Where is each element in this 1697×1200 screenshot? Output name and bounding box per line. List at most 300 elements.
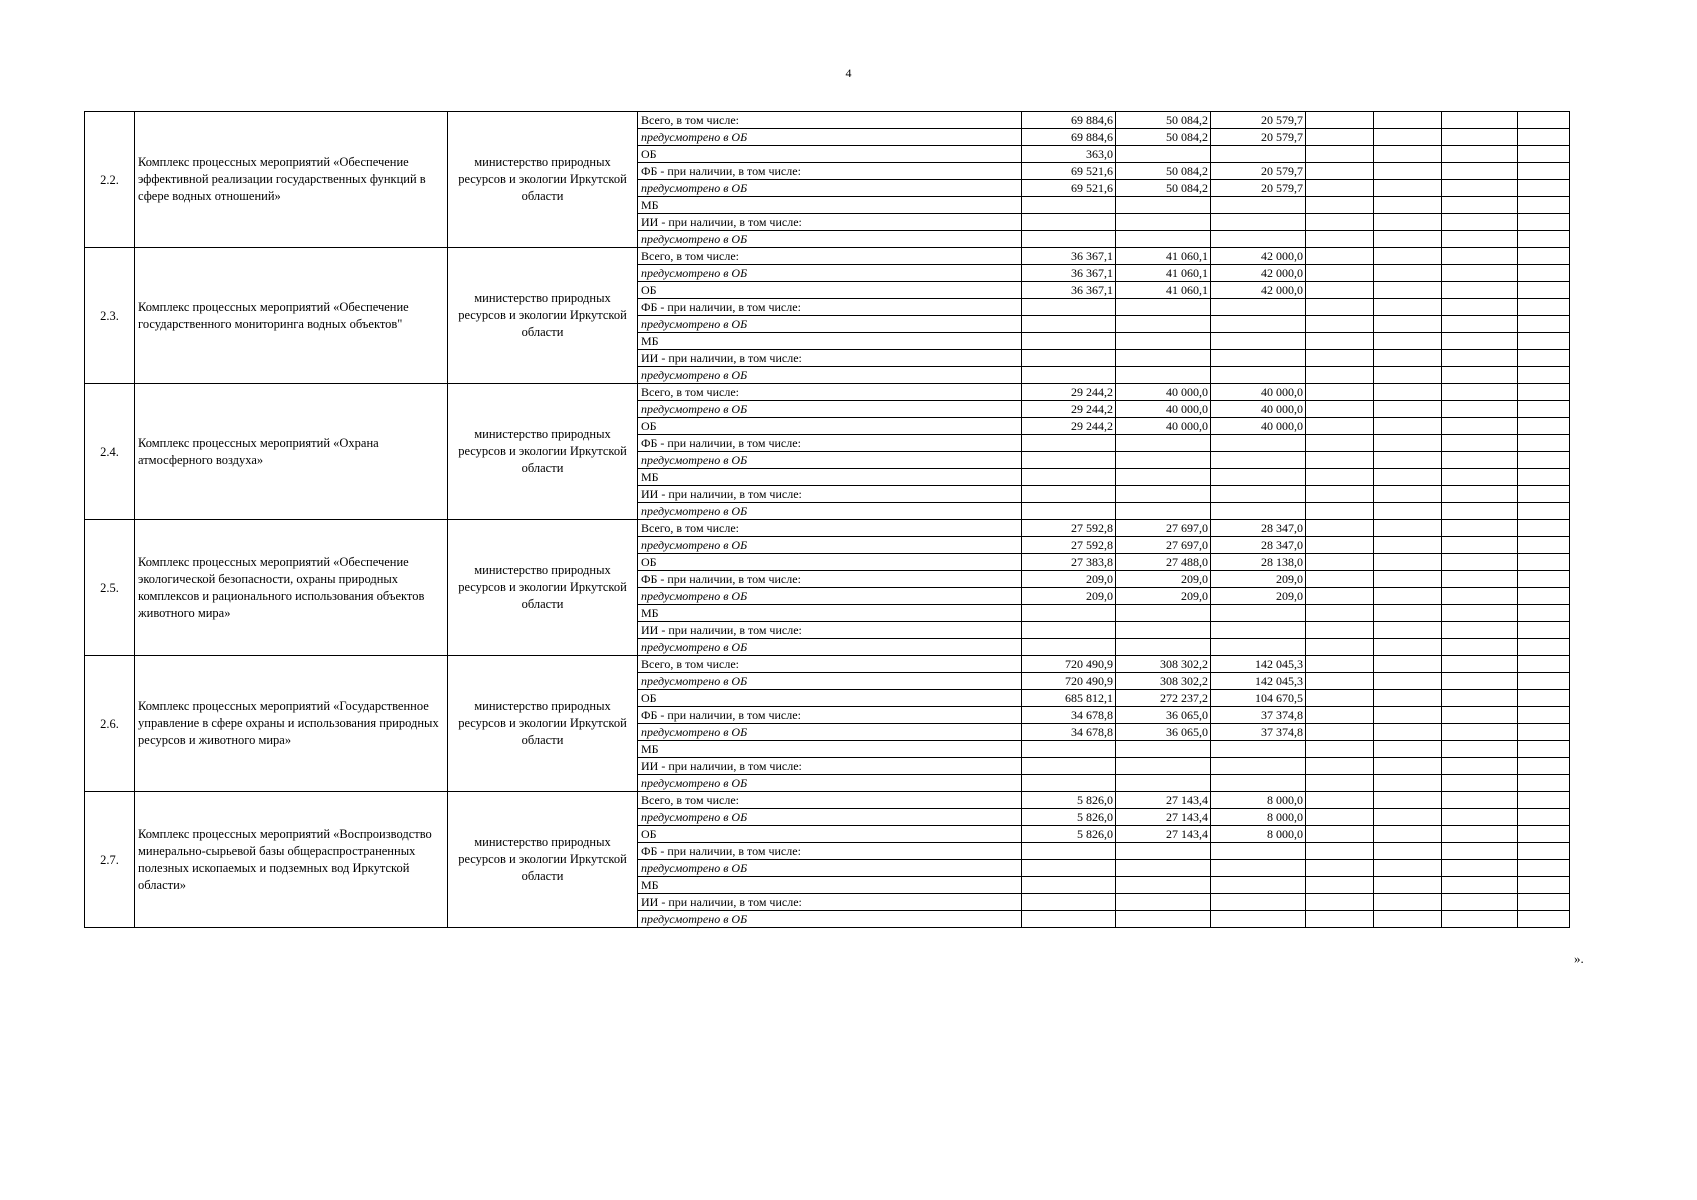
empty-cell [1374,350,1442,367]
empty-cell [1306,367,1374,384]
empty-cell [1442,180,1518,197]
funding-source-label: ФБ - при наличии, в том числе: [638,299,1022,316]
empty-cell [1518,435,1570,452]
empty-cell [1374,265,1442,282]
empty-cell [1442,860,1518,877]
amount-year-2 [1116,367,1211,384]
amount-year-3 [1211,622,1306,639]
empty-cell [1374,826,1442,843]
empty-cell [1306,605,1374,622]
empty-cell [1518,146,1570,163]
responsible-executor: министерство природных ресурсов и экологии Иркутской области [448,792,638,928]
amount-year-3 [1211,146,1306,163]
empty-cell [1374,197,1442,214]
amount-year-3: 8 000,0 [1211,826,1306,843]
empty-cell [1518,707,1570,724]
program-name: Комплекс процессных мероприятий «Воспроизводство минерально-сырьевой базы общераспространенных полезных ископаемых и подземных вод Иркутской области» [135,792,448,928]
empty-cell [1374,639,1442,656]
empty-cell [1306,639,1374,656]
funding-source-label: ОБ [638,826,1022,843]
amount-year-2 [1116,350,1211,367]
empty-cell [1306,588,1374,605]
empty-cell [1518,741,1570,758]
amount-year-2: 40 000,0 [1116,418,1211,435]
empty-cell [1442,129,1518,146]
table-row [85,792,1570,809]
empty-cell [1374,877,1442,894]
empty-cell [1374,146,1442,163]
table-row [85,248,1570,265]
amount-year-3: 40 000,0 [1211,401,1306,418]
amount-year-1: 34 678,8 [1022,724,1116,741]
empty-cell [1306,622,1374,639]
empty-cell [1442,622,1518,639]
empty-cell [1306,282,1374,299]
amount-year-2: 50 084,2 [1116,129,1211,146]
empty-cell [1306,129,1374,146]
empty-cell [1518,333,1570,350]
empty-cell [1442,724,1518,741]
item-number: 2.5. [85,520,135,656]
empty-cell [1518,401,1570,418]
empty-cell [1306,894,1374,911]
empty-cell [1442,758,1518,775]
amount-year-2: 27 143,4 [1116,792,1211,809]
funding-source-label: ИИ - при наличии, в том числе: [638,894,1022,911]
empty-cell [1374,622,1442,639]
table-row [85,656,1570,673]
empty-cell [1442,656,1518,673]
amount-year-1: 29 244,2 [1022,384,1116,401]
funding-source-label: ОБ [638,418,1022,435]
funding-source-label: МБ [638,605,1022,622]
empty-cell [1442,316,1518,333]
empty-cell [1306,554,1374,571]
amount-year-1: 720 490,9 [1022,656,1116,673]
empty-cell [1442,911,1518,928]
amount-year-1 [1022,197,1116,214]
amount-year-1: 27 592,8 [1022,520,1116,537]
empty-cell [1442,741,1518,758]
empty-cell [1306,537,1374,554]
empty-cell [1442,792,1518,809]
empty-cell [1374,163,1442,180]
funding-source-label: предусмотрено в ОБ [638,775,1022,792]
amount-year-3 [1211,486,1306,503]
empty-cell [1518,350,1570,367]
empty-cell [1374,656,1442,673]
funding-source-label: ИИ - при наличии, в том числе: [638,622,1022,639]
amount-year-3 [1211,367,1306,384]
empty-cell [1306,775,1374,792]
empty-cell [1306,469,1374,486]
amount-year-3 [1211,214,1306,231]
empty-cell [1442,333,1518,350]
amount-year-2 [1116,197,1211,214]
empty-cell [1374,214,1442,231]
funding-source-label: предусмотрено в ОБ [638,316,1022,333]
amount-year-3: 40 000,0 [1211,384,1306,401]
empty-cell [1518,469,1570,486]
responsible-executor: министерство природных ресурсов и экологии Иркутской области [448,248,638,384]
amount-year-2 [1116,486,1211,503]
empty-cell [1374,673,1442,690]
amount-year-1 [1022,877,1116,894]
empty-cell [1306,180,1374,197]
amount-year-3: 37 374,8 [1211,707,1306,724]
funding-source-label: предусмотрено в ОБ [638,639,1022,656]
empty-cell [1518,452,1570,469]
funding-source-label: предусмотрено в ОБ [638,367,1022,384]
amount-year-3 [1211,911,1306,928]
amount-year-3 [1211,452,1306,469]
empty-cell [1374,435,1442,452]
funding-source-label: ОБ [638,146,1022,163]
empty-cell [1306,265,1374,282]
amount-year-1 [1022,894,1116,911]
funding-source-label: предусмотрено в ОБ [638,180,1022,197]
empty-cell [1518,877,1570,894]
amount-year-1: 685 812,1 [1022,690,1116,707]
amount-year-1 [1022,214,1116,231]
empty-cell [1518,860,1570,877]
amount-year-1: 5 826,0 [1022,809,1116,826]
amount-year-1: 36 367,1 [1022,265,1116,282]
empty-cell [1442,469,1518,486]
empty-cell [1518,265,1570,282]
empty-cell [1518,282,1570,299]
amount-year-3: 40 000,0 [1211,418,1306,435]
amount-year-2 [1116,333,1211,350]
responsible-executor: министерство природных ресурсов и экологии Иркутской области [448,520,638,656]
empty-cell [1374,554,1442,571]
empty-cell [1442,418,1518,435]
empty-cell [1442,163,1518,180]
amount-year-3 [1211,231,1306,248]
table-row [85,112,1570,129]
empty-cell [1442,605,1518,622]
empty-cell [1442,112,1518,129]
empty-cell [1518,724,1570,741]
empty-cell [1518,316,1570,333]
empty-cell [1518,537,1570,554]
amount-year-1: 720 490,9 [1022,673,1116,690]
amount-year-3 [1211,894,1306,911]
empty-cell [1442,248,1518,265]
amount-year-2 [1116,316,1211,333]
empty-cell [1306,333,1374,350]
amount-year-1: 69 884,6 [1022,112,1116,129]
amount-year-2 [1116,146,1211,163]
empty-cell [1374,758,1442,775]
amount-year-2: 209,0 [1116,588,1211,605]
amount-year-3: 20 579,7 [1211,112,1306,129]
empty-cell [1518,673,1570,690]
empty-cell [1306,520,1374,537]
funding-source-label: ФБ - при наличии, в том числе: [638,163,1022,180]
page-number: 4 [845,66,852,80]
responsible-executor: министерство природных ресурсов и экологии Иркутской области [448,656,638,792]
empty-cell [1374,401,1442,418]
empty-cell [1518,163,1570,180]
amount-year-3: 28 347,0 [1211,537,1306,554]
item-number: 2.3. [85,248,135,384]
empty-cell [1442,299,1518,316]
empty-cell [1518,214,1570,231]
amount-year-3 [1211,350,1306,367]
amount-year-2: 272 237,2 [1116,690,1211,707]
amount-year-3: 42 000,0 [1211,248,1306,265]
empty-cell [1374,316,1442,333]
funding-source-label: ФБ - при наличии, в том числе: [638,435,1022,452]
amount-year-1 [1022,911,1116,928]
empty-cell [1374,537,1442,554]
funding-source-label: предусмотрено в ОБ [638,503,1022,520]
empty-cell [1374,843,1442,860]
empty-cell [1374,741,1442,758]
empty-cell [1374,129,1442,146]
empty-cell [1306,741,1374,758]
amount-year-3 [1211,775,1306,792]
funding-source-label: ФБ - при наличии, в том числе: [638,707,1022,724]
empty-cell [1374,894,1442,911]
empty-cell [1306,571,1374,588]
funding-source-label: предусмотрено в ОБ [638,401,1022,418]
empty-cell [1306,826,1374,843]
amount-year-3 [1211,333,1306,350]
empty-cell [1306,214,1374,231]
empty-cell [1306,197,1374,214]
amount-year-3: 8 000,0 [1211,809,1306,826]
empty-cell [1518,622,1570,639]
amount-year-2 [1116,894,1211,911]
empty-cell [1518,639,1570,656]
empty-cell [1306,350,1374,367]
empty-cell [1306,418,1374,435]
empty-cell [1306,384,1374,401]
amount-year-3 [1211,843,1306,860]
empty-cell [1442,877,1518,894]
empty-cell [1306,503,1374,520]
amount-year-2: 36 065,0 [1116,707,1211,724]
empty-cell [1442,554,1518,571]
empty-cell [1442,367,1518,384]
empty-cell [1442,435,1518,452]
funding-source-label: Всего, в том числе: [638,248,1022,265]
funding-source-label: предусмотрено в ОБ [638,860,1022,877]
funding-source-label: предусмотрено в ОБ [638,231,1022,248]
empty-cell [1442,231,1518,248]
empty-cell [1442,197,1518,214]
amount-year-3 [1211,741,1306,758]
amount-year-3: 8 000,0 [1211,792,1306,809]
empty-cell [1518,112,1570,129]
amount-year-1: 363,0 [1022,146,1116,163]
empty-cell [1306,724,1374,741]
amount-year-2: 40 000,0 [1116,401,1211,418]
amount-year-2: 209,0 [1116,571,1211,588]
empty-cell [1442,146,1518,163]
amount-year-1: 27 592,8 [1022,537,1116,554]
empty-cell [1306,843,1374,860]
amount-year-2 [1116,214,1211,231]
amount-year-2: 27 143,4 [1116,809,1211,826]
empty-cell [1442,503,1518,520]
empty-cell [1518,384,1570,401]
amount-year-3 [1211,860,1306,877]
closing-quote-mark: ». [1574,951,1584,966]
amount-year-2: 50 084,2 [1116,163,1211,180]
empty-cell [1518,299,1570,316]
responsible-executor: министерство природных ресурсов и экологии Иркутской области [448,112,638,248]
amount-year-3: 20 579,7 [1211,163,1306,180]
empty-cell [1374,571,1442,588]
amount-year-1 [1022,503,1116,520]
amount-year-1 [1022,605,1116,622]
program-name: Комплекс процессных мероприятий «Государственное управление в сфере охраны и использования природных ресурсов и животного мира» [135,656,448,792]
funding-source-label: предусмотрено в ОБ [638,129,1022,146]
amount-year-2 [1116,877,1211,894]
empty-cell [1442,537,1518,554]
amount-year-2: 36 065,0 [1116,724,1211,741]
amount-year-1 [1022,231,1116,248]
empty-cell [1442,843,1518,860]
empty-cell [1374,180,1442,197]
empty-cell [1374,503,1442,520]
empty-cell [1306,911,1374,928]
empty-cell [1374,588,1442,605]
empty-cell [1374,724,1442,741]
empty-cell [1518,231,1570,248]
empty-cell [1442,265,1518,282]
empty-cell [1306,792,1374,809]
empty-cell [1374,248,1442,265]
amount-year-1 [1022,775,1116,792]
empty-cell [1374,792,1442,809]
empty-cell [1374,469,1442,486]
empty-cell [1306,673,1374,690]
amount-year-1 [1022,741,1116,758]
funding-source-label: предусмотрено в ОБ [638,724,1022,741]
amount-year-3: 142 045,3 [1211,673,1306,690]
empty-cell [1518,826,1570,843]
amount-year-1: 69 521,6 [1022,163,1116,180]
empty-cell [1374,231,1442,248]
empty-cell [1374,367,1442,384]
amount-year-1 [1022,469,1116,486]
empty-cell [1442,588,1518,605]
empty-cell [1374,112,1442,129]
empty-cell [1374,486,1442,503]
funding-source-label: ОБ [638,554,1022,571]
empty-cell [1518,894,1570,911]
amount-year-2 [1116,435,1211,452]
empty-cell [1306,758,1374,775]
responsible-executor: министерство природных ресурсов и экологии Иркутской области [448,384,638,520]
empty-cell [1374,605,1442,622]
amount-year-3: 20 579,7 [1211,129,1306,146]
amount-year-2 [1116,469,1211,486]
empty-cell [1374,452,1442,469]
amount-year-3: 37 374,8 [1211,724,1306,741]
amount-year-1: 27 383,8 [1022,554,1116,571]
empty-cell [1374,384,1442,401]
empty-cell [1442,452,1518,469]
funding-source-label: предусмотрено в ОБ [638,537,1022,554]
amount-year-2 [1116,622,1211,639]
amount-year-1 [1022,758,1116,775]
funding-source-label: ИИ - при наличии, в том числе: [638,350,1022,367]
empty-cell [1306,435,1374,452]
amount-year-2: 308 302,2 [1116,673,1211,690]
funding-source-label: МБ [638,877,1022,894]
amount-year-3 [1211,605,1306,622]
funding-source-label: ИИ - при наличии, в том числе: [638,758,1022,775]
empty-cell [1518,809,1570,826]
amount-year-2 [1116,843,1211,860]
empty-cell [1374,911,1442,928]
empty-cell [1306,707,1374,724]
empty-cell [1306,452,1374,469]
amount-year-3 [1211,316,1306,333]
empty-cell [1306,809,1374,826]
amount-year-3 [1211,299,1306,316]
amount-year-2: 27 697,0 [1116,537,1211,554]
empty-cell [1518,520,1570,537]
budget-table [84,111,1570,928]
item-number: 2.6. [85,656,135,792]
amount-year-1 [1022,860,1116,877]
amount-year-1: 36 367,1 [1022,248,1116,265]
amount-year-1 [1022,350,1116,367]
amount-year-1 [1022,452,1116,469]
amount-year-2: 27 488,0 [1116,554,1211,571]
amount-year-2: 40 000,0 [1116,384,1211,401]
funding-source-label: Всего, в том числе: [638,792,1022,809]
program-name: Комплекс процессных мероприятий «Обеспечение государственного мониторинга водных объектов" [135,248,448,384]
empty-cell [1306,401,1374,418]
amount-year-1 [1022,622,1116,639]
funding-source-label: МБ [638,197,1022,214]
empty-cell [1442,775,1518,792]
empty-cell [1442,571,1518,588]
amount-year-3: 28 347,0 [1211,520,1306,537]
empty-cell [1518,418,1570,435]
amount-year-1: 69 884,6 [1022,129,1116,146]
empty-cell [1374,707,1442,724]
amount-year-3 [1211,197,1306,214]
amount-year-3: 20 579,7 [1211,180,1306,197]
empty-cell [1306,299,1374,316]
empty-cell [1518,571,1570,588]
funding-source-label: МБ [638,333,1022,350]
funding-source-label: ОБ [638,282,1022,299]
empty-cell [1518,911,1570,928]
empty-cell [1442,673,1518,690]
amount-year-2 [1116,299,1211,316]
empty-cell [1306,860,1374,877]
empty-cell [1442,486,1518,503]
amount-year-1 [1022,435,1116,452]
empty-cell [1442,894,1518,911]
empty-cell [1306,146,1374,163]
empty-cell [1306,877,1374,894]
empty-cell [1306,690,1374,707]
amount-year-1: 209,0 [1022,588,1116,605]
funding-source-label: МБ [638,469,1022,486]
empty-cell [1442,826,1518,843]
funding-source-label: предусмотрено в ОБ [638,673,1022,690]
